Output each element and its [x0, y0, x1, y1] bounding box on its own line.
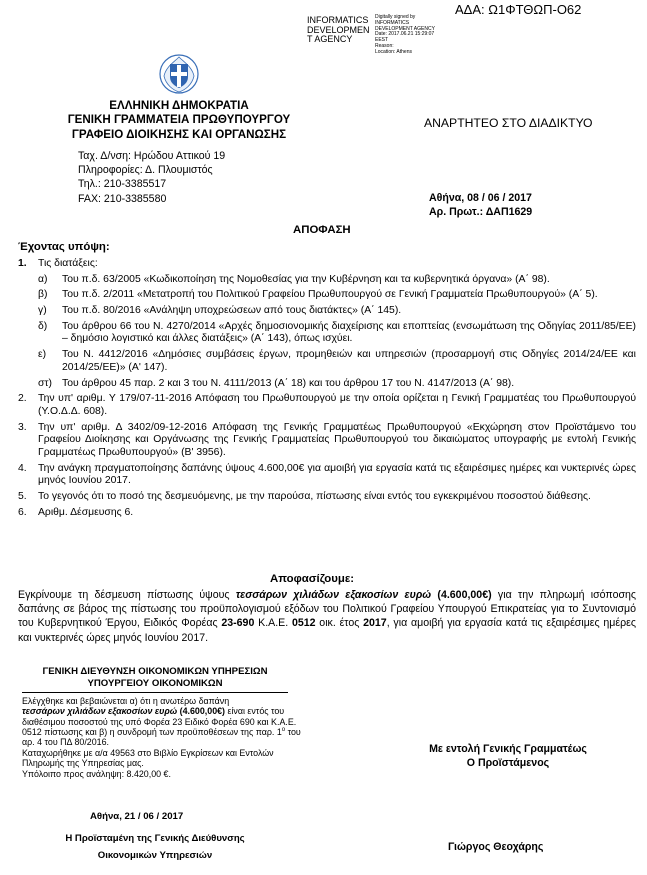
- signature-org: INFORMATICS DEVELOPMEN T AGENCY: [307, 15, 370, 45]
- decision-amount-words: τεσσάρων χιλιάδων εξακοσίων ευρώ: [235, 589, 432, 601]
- doc-title: ΑΠΟΦΑΣΗ: [293, 224, 351, 236]
- list-item: 3. Την υπ' αριθμ. Δ 3402/09-12-2016 Απόφαση της Γενικής Γραμματέως Πρωθυπουργού «Εκχώρηση στον Προϊστάμενο του Γραφείου Διοίκησης και Οργάνωσης της Γενικής Γραμματείας Πρωθυπουργού του δικαιώματος υπογραφής με εντολή Γενικής Γραμματέως Πρωθυπουργού» (Β' 3956).: [18, 421, 636, 458]
- sub-item-c: γ) Του π.δ. 80/2016 «Ανάληψη υποχρεώσεων από τους διατάκτες» (Α΄ 145).: [38, 305, 402, 317]
- order-block: Με εντολή Γενικής Γραμματέως Ο Προϊστάμενος: [429, 743, 587, 770]
- list-item: 5. Το γεγονός ότι το ποσό της δεσμευόμενης, με την παρούσα, πίστωσης είναι εντός του εγκεκριμένου ποσοστού διάθεσης.: [18, 491, 591, 502]
- date-protocol: Αθήνα, 08 / 06 / 2017 Αρ. Πρωτ.: ΔΑΠ1629: [429, 192, 533, 218]
- sub-item-a: α) Του π.δ. 63/2005 «Κωδικοποίηση της Νομοθεσίας για την Κυβέρνηση και τα κυβερνητικά όργανα» (Α΄ 98).: [38, 273, 550, 285]
- ada-code: ΑΔΑ: Ω1ΦΤΘΩΠ-Ο62: [455, 2, 582, 17]
- list-item: 2. Την υπ' αριθμ. Υ 179/07-11-2016 Απόφαση του Πρωθυπουργού με την οποία ορίζεται η Γενική Γραμματέας του Πρωθυπουργού (Υ.Ο.Δ.Δ. 608).: [18, 393, 636, 417]
- list-item: 4. Την ανάγκη πραγματοποίησης δαπάνης ύψους 4.600,00€ για αμοιβή για εργασία κατά τις εξαιρέσιμες ημέρες και νυκτερινές ώρες μηνός Ιουνίου 2017.: [18, 462, 636, 487]
- signature-details: Digitally signed by INFORMATICS DEVELOPMENT AGENCY Date: 2017.06.21 15:29:07 EEST Reason: Location: Athens: [375, 14, 435, 55]
- list-item: 6. Αριθμ. Δέσμευσης 6.: [18, 506, 134, 518]
- finance-title: ΓΕΝΙΚΗ ΔΙΕΥΘΥΝΣΗ ΟΙΚΟΝΟΜΙΚΩΝ ΥΠΗΡΕΣΙΩΝ ΥΠΟΥΡΓΕΙΟΥ ΟΙΚΟΝΟΜΙΚΩΝ: [42, 666, 268, 689]
- header-block: ΕΛΛΗΝΙΚΗ ΔΗΜΟΚΡΑΤΙΑ ΓΕΝΙΚΗ ΓΡΑΜΜΑΤΕΙΑ ΠΡΩΘΥΠΟΥΡΓΟΥ ΓΡΑΦΕΙΟ ΔΙΟΙΚΗΣΗΣ ΚΑΙ ΟΡΓΑΝΩΣΗΣ: [67, 99, 291, 141]
- posting-note: ΑΝΑΡΤΗΤΕΟ ΣΤΟ ΔΙΑΔΙΚΤΥΟ: [424, 116, 593, 130]
- sub-item-f: στ) Του άρθρου 45 παρ. 2 και 3 του Ν. 4111/2013 (Α΄ 18) και του άρθρου 17 του Ν. 4147/2013 (Α΄ 98).: [38, 377, 515, 389]
- sub-item-b: β) Του π.δ. 2/2011 «Μετατροπή του Πολιτικού Γραφείου Πρωθυπουργού σε Γενική Γραμματεία Πρωθυπουργού» (Α΄ 5).: [38, 289, 598, 301]
- sub-item-d: δ) Του άρθρου 66 του Ν. 4270/2014 «Αρχές δημοσιονομικής διαχείρισης και εποπτείας (ενσωμάτωση της Οδηγίας 2011/85/ΕΕ) – δημόσιο λογιστικό και άλλες διατάξεις» (Α΄ 143), όπως ισχύει.: [38, 320, 636, 345]
- considering-heading: Έχοντας υπόψη:: [18, 241, 110, 253]
- sub-item-e: ε) Του Ν. 4412/2016 «Δημόσιες συμβάσεις έργων, προμηθειών και υπηρεσιών (προσαρμογή στις Οδηγίες 2014/24/ΕΕ και 2014/25/ΕΕ)» (Α' 147).: [38, 349, 636, 373]
- list-item: 1. Τις διατάξεις:: [18, 258, 98, 269]
- finance-signatory: Η Προϊσταμένη της Γενικής Διεύθυνσης Οικονομικών Υπηρεσιών: [65, 833, 245, 862]
- coat-of-arms-icon: [159, 54, 199, 94]
- considerations-list: [18, 258, 636, 519]
- decide-heading: Αποφασίζουμε:: [270, 573, 355, 585]
- finance-date: Αθήνα, 21 / 06 / 2017: [90, 811, 184, 822]
- decision-paragraph: Εγκρίνουμε τη δέσμευση πίστωσης ύψους τεσσάρων χιλιάδων εξακοσίων ευρώ (4.600,00€) για την πληρωμή ισόποσης δαπάνης σε βάρος της πίστωσης του προϋπολογισμού εξόδων του Πολιτικού Γραφείου Υπουργού Επικρατείας για το Συντονισμό του Κυβερνητικού Έργου, Ειδικός Φορέας 23-690 Κ.Α.Ε. 0512 οικ. έτος 2017, για αμοιβή για εργασία κατά τις εξαιρέσιμες ημέρες και νυκτερινές ώρες μηνός Ιουνίου 2017.: [18, 589, 636, 644]
- finance-text: Ελέγχθηκε και βεβαιώνεται α) ότι η ανωτέρω δαπάνη τεσσάρων χιλιάδων εξακοσίων ευρώ (4.600,00€) είναι εντός του διαθέσιμου ποσοστού της υπό Φορέα 23 Ειδικό Φορέα 690 και Κ.Α.Ε. 0512 πίστωσης και β) η συνδρομή των προϋποθέσεων της παρ. $1^o$ του αρ. 4 του ΠΔ 80/2016. Καταχωρήθηκε με α/α 49563 στο Βιβλίο Εγκρίσεων και Εντολών Πληρωμής της Υπηρεσίας μας. Υπόλοιπο προς ανάληψη: 8.420,00 €.: [22, 696, 301, 780]
- contact-block: Ταχ. Δ/νση: Ηρώδου Αττικού 19 Πληροφορίες: Δ. Πλουμιστός Τηλ.: 210-3385517 FAX: 210-3385580: [78, 150, 226, 205]
- signer-name: Γιώργος Θεοχάρης: [448, 841, 544, 853]
- finance-divider: [22, 692, 288, 693]
